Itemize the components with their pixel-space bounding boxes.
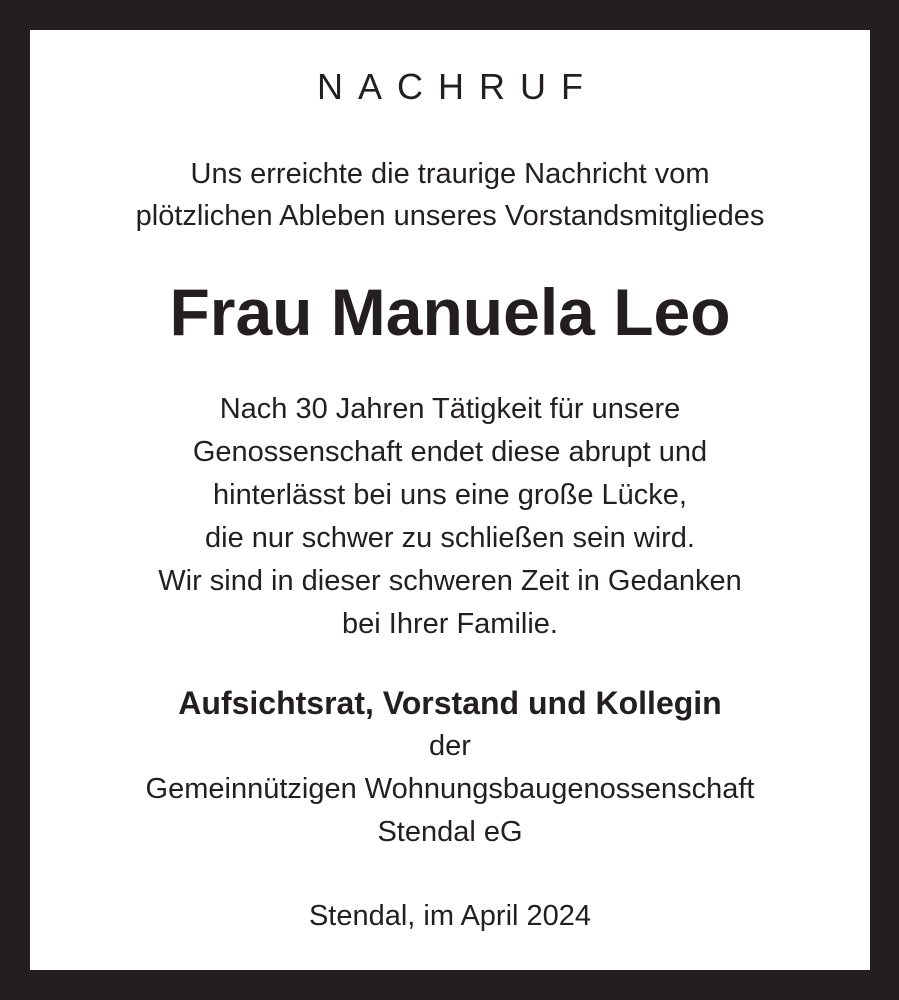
org-line-1: der	[429, 730, 471, 762]
notice-heading: NACHRUF	[317, 66, 598, 107]
deceased-name: Frau Manuela Leo	[169, 275, 731, 349]
intro-line-1: Uns erreichte die traurige Nachricht vom	[190, 158, 710, 190]
body-line-2: Genossenschaft endet diese abrupt und	[192, 436, 708, 468]
place-date: Stendal, im April 2024	[308, 900, 592, 932]
org-line-2: Gemeinnützigen Wohnungsbaugenossenschaft	[145, 773, 755, 805]
intro-line-2: plötzlichen Ableben unseres Vorstandsmitgliedes	[135, 200, 765, 232]
body-line-3: hinterlässt bei uns eine große Lücke,	[213, 479, 687, 511]
body-line-5: Wir sind in dieser schweren Zeit in Gedanken	[158, 565, 742, 597]
body-line-4: die nur schwer zu schließen sein wird.	[205, 522, 695, 554]
body-line-6: bei Ihrer Familie.	[342, 608, 558, 640]
obituary-card	[30, 30, 870, 970]
org-line-3: Stendal eG	[377, 816, 523, 848]
body-line-1: Nach 30 Jahren Tätigkeit für unsere	[219, 393, 681, 425]
signers: Aufsichtsrat, Vorstand und Kollegin	[178, 685, 722, 721]
